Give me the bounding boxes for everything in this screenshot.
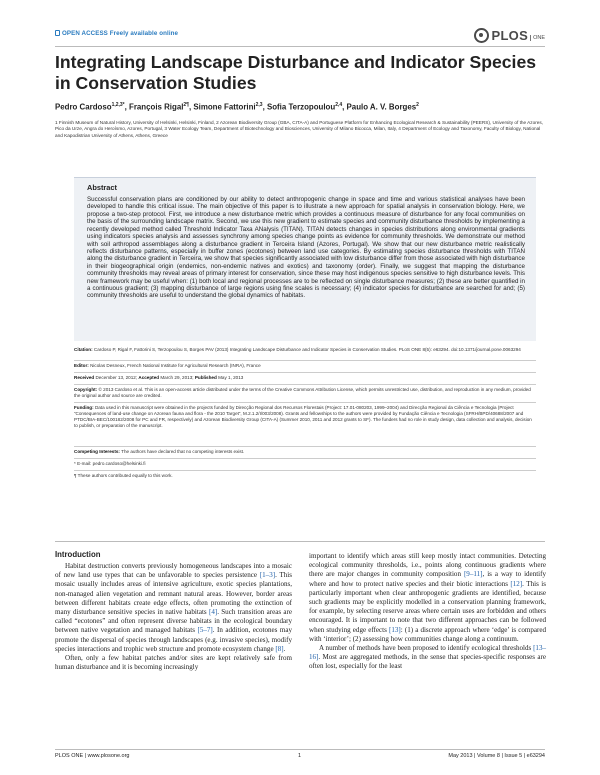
page-footer <box>55 753 545 762</box>
open-access-banner <box>55 30 178 37</box>
abstract-text: Successful conservation plans are conditioned by our ability to detect anthropogenic change in space and time and various statistical analyses have been developed to handle this critical issue. The main objective of this paper is to illustrate a new approach for spatial analysis in conservation biology. Here, we propose a two-step protocol. First, we introduce a new disturbance metric which provides a continuous measure of disturbance for any focal communities on the basis of the surrounding landscape matrix. Second, we use this new gradient to estimate species and community disturbance thresholds by implementing a recently developed method called Threshold Indicator Taxa ANalysis (TITAN). TITAN detects changes in species distributions along environmental gradients using indicators species analysis and assesses synchrony among species change points as evidence for community thresholds. We demonstrate our method with soil arthropod assemblages along a disturbance gradient in Terceira Island (Azores, Portugal). We show that our new disturbance metric realistically reflects disturbance patterns, especially in buffer zones (ecotones) between land use categories. By estimating species disturbance thresholds with TITAN along the disturbance gradient in Terceira, we show that species significantly associated with low disturbance differ from those associated with high disturbance in their biogeographical origin (endemics, non-endemic natives and exotics) and taxonomy (order). Finally, we suggest that mapping the disturbance community thresholds may reveal areas of primary interest for conservation, since these may host indigenous species sensitive to high disturbance levels. This new framework may be useful when: (1) both local and regional processes are to be reflected on single disturbance measures; (2) these are better quantified in a continuous gradient; (3) mapping disturbance of large regions using fine scales is necessary; (4) indicator species for disturbance are searched for and; (5) community thresholds are useful to understand the global dynamics of habitats. <box>87 196 525 300</box>
author-name: Sofia Terzopoulou <box>266 102 336 112</box>
citation-link[interactable]: [13–16] <box>309 644 546 662</box>
accepted-label: Accepted <box>138 375 160 380</box>
body-column-right <box>309 552 546 672</box>
received-label: Received <box>74 375 95 380</box>
published-date: May 1, 2013 <box>218 375 244 380</box>
citation-link[interactable]: [1–3] <box>259 571 276 580</box>
article-title: Integrating Landscape Disturbance and Indicator Species in Conservation Studies <box>55 52 537 93</box>
header-divider <box>55 46 545 47</box>
body-text: Habitat destruction converts previously homogeneous landscapes into a mosaic of new land use types that can be unfavorable to species persistence <box>55 562 292 580</box>
plos-logo-text: PLOS <box>491 27 529 43</box>
abstract-heading: Abstract <box>87 183 117 192</box>
meta-divider <box>74 458 536 459</box>
meta-divider <box>74 446 536 447</box>
open-access-text: OPEN ACCESS Freely available online <box>62 30 179 37</box>
meta-divider <box>74 384 536 385</box>
footer-journal: PLOS ONE | www.plosone.org <box>55 753 130 759</box>
body-text: . In addition, ecotones may promote the dispersal of species through landscapes (e.g. invasive species), modify species interactions and trophic web structure and promote ecosystem change <box>55 626 292 653</box>
citation-link[interactable]: [4] <box>208 608 218 617</box>
funding-label: Funding: <box>74 405 94 410</box>
citation <box>74 347 536 353</box>
body-paragraph <box>309 644 546 672</box>
meta-divider <box>74 470 536 471</box>
meta-divider <box>74 372 536 373</box>
citation-link[interactable]: [5–7] <box>197 626 213 635</box>
body-column-left <box>55 562 292 672</box>
editor-text: Nicolas Desneux, French National Institute for Agricultural Research (INRA), France <box>90 363 261 368</box>
copyright-label: Copyright: <box>74 387 98 392</box>
body-divider <box>55 541 545 542</box>
page-header <box>55 26 545 46</box>
editor <box>74 363 536 369</box>
funding-text: Data used in this manuscript were obtained in the projects funded by Direcção Regional dos Recursos Florestais (Project: 17.01-080203, 1999–2004) and Direcção Regional da Ciência e Tecnologia (Project “Consequences of land-use change on Azorean fauna and flora - the 2010 Target”, M.2.1.2/I/003/2008). Grants and fellowships to the authors were provided by Fundação Ciência e Tecnologia (SFRH/BPD/40688/2007 and PTDC/BIA-BEC/100182/2008 for PC and FR, respectively) and Azorean Biodiversity Group (CITA-A) (Summer 2010, 2011 and 2012 grants to SF). The funders had no role in study design, data collection and analysis, decision to publish, or preparation of the manuscript. <box>74 405 532 428</box>
copyright-text: © 2013 Cardoso et al. This is an open-access article distributed under the terms of the Creative Commons Attribution License, which permits unrestricted use, distribution, and reproduction in any medium, provided the original author and source are credited. <box>74 387 531 398</box>
body-text: : (1) a discrete approach where ‘edge’ is compared with ‘interior’; (2) assessing how communities change along a continuum. <box>309 625 546 643</box>
competing-interests <box>74 449 536 455</box>
citation-link[interactable]: [8] <box>275 644 284 653</box>
body-text: A number of methods have been proposed to identify ecological thresholds <box>319 644 534 653</box>
copyright <box>74 387 536 399</box>
citation-label: Citation: <box>74 347 93 352</box>
author-name: Paulo A. V. Borges <box>346 102 417 112</box>
meta-divider <box>74 360 536 361</box>
author-affil-marker: 2,4 <box>335 102 343 108</box>
plos-one-logo <box>474 26 545 44</box>
affiliations: 1 Finnish Museum of Natural History, University of Helsinki, Helsinki, Finland, 2 Azorean Biodiversity Group (GBA, CITA-A) and Portuguese Platform for Enhancing Ecological Research & Sustainability (PEERS), University of the Azores, Pico da Urze, Angra do Heroísmo, Azores, Portugal, 3 Water Ecology Team, Department of Biotechnology and Biosciences, University of Milano Bicocca, Milan, Italy, 4 Department of Ecology and Taxonomy, Faculty of Biology, National and Kapodistrian University of Athens, Athens, Greece <box>55 120 544 138</box>
meta-divider <box>74 402 536 403</box>
citation-text: Cardoso P, Rigal F, Fattorini S, Terzopoulou S, Borges PAV (2013) Integrating Landscape Disturbance and Indicator Species in Conservation Studies. PLoS ONE 8(5): e63294. doi:10.1371/journal.pone.0063294 <box>93 347 521 352</box>
author-affil-marker: 2¶ <box>183 102 189 108</box>
funding <box>74 405 536 429</box>
body-paragraph: Often, only a few habitat patches and/or sites are kept relatively safe from human disturbance and it is becoming increasingly <box>55 654 292 672</box>
citation-link[interactable]: [12] <box>510 579 523 588</box>
corresponding-email: * E-mail: pedro.cardoso@helsinki.fi <box>74 461 146 466</box>
body-text: important to identify which areas still keep mostly intact communities. Detecting ecological community thresholds, i.e., points along continuous gradients where there are major changes in community composition <box>309 552 546 579</box>
body-paragraph <box>55 562 292 654</box>
competing-text: The authors have declared that no competing interests exist. <box>121 449 245 454</box>
body-text: . <box>283 644 286 653</box>
body-paragraph <box>309 552 546 644</box>
competing-label: Competing Interests: <box>74 449 120 454</box>
plos-logo-sub: ONE <box>530 35 545 41</box>
body-text: . Such transition areas are called “ecotones” and often represent diverse habitats in the ecological boundary between native vegetation and managed habitats <box>55 608 292 635</box>
body-text: . This is particularly important when clear anthropogenic gradients are identified, because such gradients may be explicitly modelled in a conservation planning framework, for example, by selecting reserve areas where certain uses are forbidden and others encouraged. It is important to note that two different approaches can be followed when studying edge effects <box>309 579 546 634</box>
introduction-heading: Introduction <box>55 550 101 559</box>
body-text: , is a way to identify where and how to protect native species and their biotic interactions <box>309 570 546 588</box>
citation-link[interactable]: [13] <box>389 625 401 634</box>
equal-contribution-note: ¶ These authors contributed equally to this work. <box>74 473 173 478</box>
author-affil-marker: 1,2,3* <box>111 102 125 108</box>
page-number: 1 <box>298 753 302 759</box>
author-name: François Rigal <box>129 102 184 112</box>
plos-logo-icon <box>474 28 489 43</box>
author-affil-marker: 2,3 <box>255 102 263 108</box>
body-text: . Most are aggregated methods, in the sense that species-specific responses are often lost, especially for the least <box>309 653 546 671</box>
footer-divider <box>55 749 545 750</box>
citation-link[interactable]: [9–11] <box>463 570 483 579</box>
author-affil-marker: 2 <box>416 102 419 108</box>
received-date: December 13, 2012; <box>95 375 138 380</box>
body-text: . This mosaic usually includes areas of intensive agriculture, exotic species plantations, non-managed alien vegetation and remnant natural areas. However, border areas between different habitats create edge effects, often promoting the extinction of many disturbance sensitive species in native habitats <box>55 571 292 617</box>
editor-label: Editor: <box>74 363 89 368</box>
dates <box>74 375 536 381</box>
open-lock-icon <box>55 30 60 36</box>
abstract-box <box>74 177 536 341</box>
author-list: Pedro Cardoso$^{1,2,3*}$, François Rigal$^{2\P}$, Simone Fattorini$^{2,3}$, Sofia Terzopoulou$^{2,4}$, Paulo A. V. Borges$^2$ <box>55 102 419 112</box>
footer-issue: May 2013 | Volume 8 | Issue 5 | e63294 <box>448 753 545 759</box>
published-label: Published <box>194 375 217 380</box>
author-name: Simone Fattorini <box>193 102 256 112</box>
accepted-date: March 29, 2013; <box>160 375 194 380</box>
author-name: Pedro Cardoso <box>55 102 112 112</box>
